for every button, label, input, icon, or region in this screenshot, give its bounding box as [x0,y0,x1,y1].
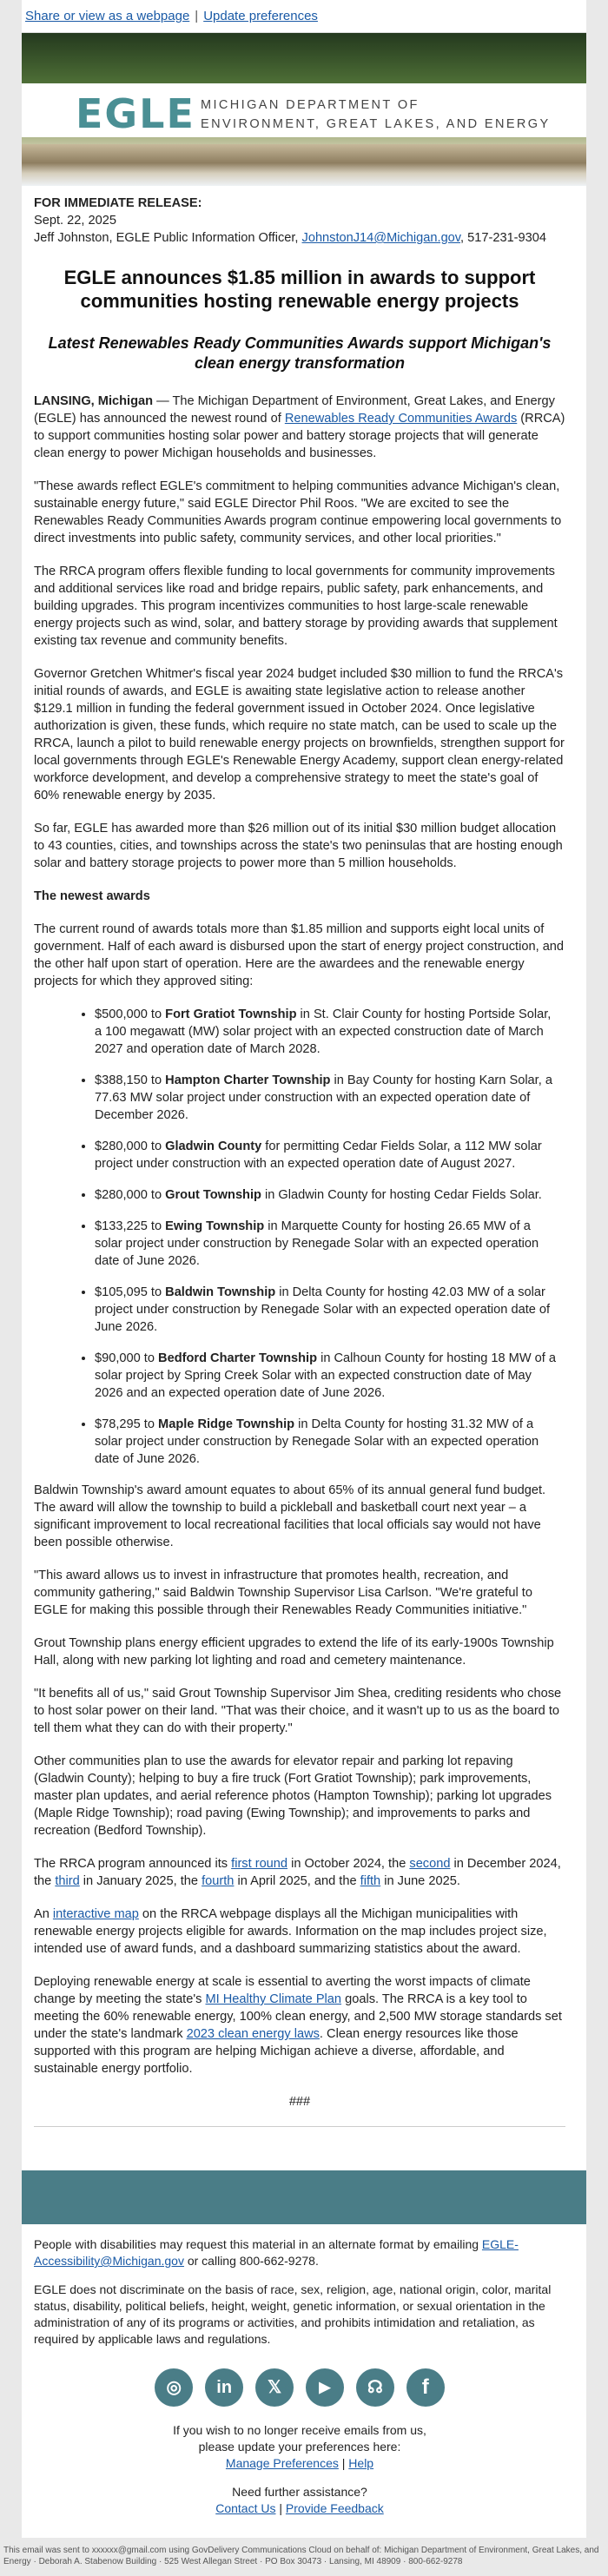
award-detail: in Gladwin County for hosting Cedar Fields Solar. [261,1188,542,1202]
unsubscribe-text [34,2422,565,2472]
fourth-round-link[interactable]: fourth [202,1874,235,1888]
award-item [95,1006,565,1058]
award-amount: $105,095 to [95,1285,166,1299]
award-detail: in St. Clair County for hosting Portside Solar, a 100 megawatt (MW) solar project with an expected construction date of March 2027 and operation date of March 2028. [95,1007,552,1056]
update-preferences-link[interactable]: Update preferences [203,9,318,23]
award-item [95,1138,565,1172]
facebook-icon[interactable]: f [406,2368,445,2407]
award-recipient: Baldwin Township [165,1285,276,1299]
baldwin-paragraph: Baldwin Township's award amount equates to about 65% of its annual general fund budget. The award will allow the township to build a pickleball and basketball court next year – a significant improvement to local recreational facilities that local officials say would not have been possible otherwise. [34,1483,546,1549]
dateline: LANSING, Michigan [34,394,154,408]
rounds-text: in June 2025. [380,1874,460,1888]
contact-name: Jeff Johnston, EGLE Public Information Officer, [34,231,299,245]
headline: EGLE announces $1.85 million in awards to support communities hosting renewable energy projects [63,267,536,312]
share-view-webpage-link[interactable]: Share or view as a webpage [25,9,190,23]
award-recipient: Bedford Charter Township [158,1351,318,1365]
third-round-link[interactable]: third [55,1874,80,1888]
awards-list [34,1006,565,1468]
award-item [95,1350,565,1402]
header-banner [22,33,586,186]
contact-phone: , 517-231-9304 [460,231,547,245]
release-info [34,195,565,247]
clean-energy-laws-link[interactable]: 2023 clean energy laws [186,2027,320,2041]
rounds-text: in December 2024, the [34,1857,561,1888]
agency-name [201,96,551,134]
award-item [95,1416,565,1468]
unsubscribe-section [34,2422,565,2517]
accessibility-notice [34,2236,565,2269]
award-item [95,1218,565,1270]
award-recipient: Fort Gratiot Township [165,1007,297,1021]
end-mark: ### [288,2095,311,2109]
release-contact [34,229,565,247]
release-date: Sept. 22, 2025 [34,214,116,228]
map-paragraph [34,1906,565,1958]
quote-roos: "These awards reflect EGLE's commitment to helping communities advance Michigan's clean, sustainable energy future," said EGLE Director Phil Roos. "We are excited to see the Renewables Ready Communities Awards program continue empowering local governments to direct investments into public safety, community services, and other local priorities." [34,479,562,545]
progress-paragraph: So far, EGLE has awarded more than $26 million out of its initial $30 million budget allocation to 43 counties, cities, and townships across the state's two peninsulas that are hosting enough solar and battery storage projects to power more than 5 million households. [34,822,563,870]
grout-paragraph: Grout Township plans energy efficient upgrades to extend the life of its early-1900s Township Hall, along with new parking lot lighting and road and cemetery maintenance. [34,1636,554,1668]
accessibility-text: or calling 800-662-9278. [183,2254,319,2268]
other-communities-paragraph: Other communities plan to use the awards for elevator repair and parking lot repaving (Gladwin County); helping to buy a fire truck (Fort Gratiot Township); park improvements, master plan updates, and aerial reference photos (Hampton Township); parking lot upgrades (Maple Ridge Township); road paving (Ewing Township); and improvements to parks and recreation (Bedford Township). [34,1754,552,1838]
footer-separator: | [279,2501,283,2515]
award-recipient: Maple Ridge Township [158,1417,295,1431]
unsubscribe-line: please update your preferences here: [198,2440,401,2454]
unsubscribe-line: If you wish to no longer receive emails from us, [173,2423,426,2437]
quote-shea: "It benefits all of us," said Grout Township Supervisor Jim Shea, crediting residents who chose to host solar power on their land. "That was their choice, and it wasn't up to us as the board to tell them what they can do with their property." [34,1687,562,1735]
intro-text-a: — The Michigan Department of Environment, Great Lakes, and Energy (EGLE) has announced the newest round of [34,394,555,426]
agency-name-line2: ENVIRONMENT, GREAT LAKES, AND ENERGY [201,117,551,131]
second-round-link[interactable]: second [409,1857,451,1871]
accessibility-email-link[interactable]: EGLE-Accessibility@Michigan.gov [34,2237,519,2268]
award-recipient: Gladwin County [165,1139,262,1153]
budget-paragraph: Governor Gretchen Whitmer's fiscal year 2024 budget included $30 million to fund the RRCA's initial rounds of awards, and EGLE is awaiting state legislative action to release another $129.1 million in funding the federal government issued in October 2024. Once legislative authorization is given, these funds, which require no state match, can be used to scale up the RRCA, launch a pilot to build renewable energy projects on brownfields, strengthen support for local governments through EGLE's Renewable Energy Academy, support clean energy-related workforce development, and develop a comprehensive strategy to meet the state's goal of 60% renewable energy by 2035. [34,667,565,803]
accessibility-text: People with disabilities may request this material in an alternate format by emailing [34,2237,482,2251]
x-icon[interactable]: 𝕏 [255,2368,294,2407]
fifth-round-link[interactable]: fifth [360,1874,381,1888]
youtube-icon[interactable]: ▶ [306,2368,344,2407]
manage-preferences-link[interactable]: Manage Preferences [225,2456,339,2470]
email-container [22,0,586,2538]
quote-carlson: "This award allows us to invest in infrastructure that promotes health, recreation, and community gathering," said Baldwin Township Supervisor Lisa Carlson. "We're grateful to EGLE for making this possible through their Renewables Ready Communities initiative." [34,1569,532,1617]
topbar-separator: | [195,9,199,23]
award-item [95,1186,565,1204]
rrca-link[interactable]: Renewables Ready Communities Awards [284,412,518,426]
first-round-link[interactable]: first round [231,1857,288,1871]
newest-awards-heading: The newest awards [34,889,150,903]
award-amount: $78,295 to [95,1417,159,1431]
rounds-text: The RRCA program announced its [34,1857,232,1871]
award-detail: in Bay County for hosting Karn Solar, a 77.63 MW solar project under construction with an expected operation date of December 2026. [95,1073,552,1122]
award-detail: in Delta County for hosting 31.32 MW of a solar project under construction by Renegade Solar with an expected operation date of June 2026. [95,1417,539,1466]
climate-plan-link[interactable]: MI Healthy Climate Plan [205,1992,342,2006]
article-content [22,186,586,2144]
award-amount: $388,150 to [95,1073,166,1087]
nondiscrimination-notice: EGLE does not discriminate on the basis of race, sex, religion, age, national origin, color, marital status, disability, political beliefs, height, weight, genetic information, or sexual orientation in the administration of any of its programs or activities, and prohibits intimidation and retaliation, as required by applicable laws and regulations. [34,2282,552,2346]
intro-text-b: (RRCA) to support communities hosting solar power and battery storage projects that will generate clean energy to power Michigan households and businesses. [34,412,565,460]
assistance-text [34,2484,565,2517]
award-recipient: Grout Township [165,1188,261,1202]
award-recipient: Hampton Charter Township [165,1073,331,1087]
award-amount: $133,225 to [95,1219,166,1233]
interactive-map-link[interactable]: interactive map [52,1907,139,1921]
award-detail: in Marquette County for hosting 26.65 MW of a solar project under construction by Renegade Solar with an expected operation date of June 2026. [95,1219,539,1268]
current-round-paragraph: The current round of awards totals more than $1.85 million and supports eight local units of government. Half of each award is disbursed upon the start of energy project construction, and the other half upon start of operation. Here are the awardees and the renewable energy projects for which they approved siting: [34,922,565,988]
map-text: on the RRCA webpage displays all the Michigan municipalities with renewable energy projects eligible for awards. Information on the map includes project size, intended use of award funds, and a dashboard summarizing statistics about the award. [34,1907,547,1956]
climate-text: Deploying renewable energy at scale is essential to averting the worst impacts of climate change by meeting the state's [34,1975,531,2006]
footer-band [22,2170,586,2224]
contact-email-link[interactable]: JohnstonJ14@Michigan.gov [301,231,461,245]
climate-text: goals. The RRCA is a key tool to meeting the 60% renewable energy, 100% clean energy, and 2,500 MW storage standards set under the state's landmark [34,1992,562,2041]
program-paragraph: The RRCA program offers flexible funding to local governments for community improvements and additional services like road and bridge repairs, public safety, park enhancements, and building upgrades. This program incentivizes communities to host large-scale renewable energy projects such as wind, solar, and battery storage by providing awards that supplement existing tax revenue and community benefits. [34,565,558,648]
social-icons [34,2368,565,2407]
release-label: FOR IMMEDIATE RELEASE: [34,196,202,210]
assistance-line: Need further assistance? [232,2485,367,2499]
intro-paragraph [34,393,565,462]
award-amount: $90,000 to [95,1351,159,1365]
subheadline: Latest Renewables Ready Communities Awards support Michigan's clean energy transformation [48,334,552,372]
footer [22,2224,586,2538]
top-links-bar [22,0,586,33]
divider [34,2126,565,2127]
provide-feedback-link[interactable]: Provide Feedback [285,2501,384,2515]
rounds-text: in January 2025, the [79,1874,202,1888]
rounds-text: in April 2025, and the [234,1874,360,1888]
award-detail: in Calhoun County for hosting 18 MW of a solar project by Spring Creek Solar with an expected construction date of May 2026 and an expected operation date of June 2026. [95,1351,557,1400]
linkedin-icon[interactable]: in [205,2368,243,2407]
contact-us-link[interactable]: Contact Us [215,2501,276,2515]
award-item [95,1072,565,1124]
award-amount: $280,000 to [95,1188,166,1202]
rounds-text: in October 2024, the [287,1857,410,1871]
waterfall-image [22,144,586,186]
award-detail: for permitting Cedar Fields Solar, a 112 MW solar project under construction with an expected operation date of August 2027. [95,1139,542,1171]
instagram-icon[interactable]: ◎ [155,2368,193,2407]
award-detail: in Delta County for hosting 42.03 MW of a solar project under construction by Renegade Solar with an expected operation date of June 2026. [95,1285,551,1334]
rounds-paragraph [34,1855,565,1890]
fine-print: This email was sent to xxxxxx@gmail.com using GovDelivery Communications Cloud on behalf of: Michigan Department of Environment, Great Lakes, and Energy · Deborah A. Stabenow Building · 525 West Allegan Street · PO Box 30473 · Lansing, MI 48909 · 800-662-9278 [0,2538,608,2576]
egle-logo: EGLE [76,90,195,137]
award-amount: $500,000 to [95,1007,166,1021]
podcast-icon[interactable]: ☊ [356,2368,394,2407]
agency-name-line1: MICHIGAN DEPARTMENT OF [201,98,420,112]
help-link[interactable]: Help [348,2456,374,2470]
award-item [95,1284,565,1336]
award-recipient: Ewing Township [165,1219,265,1233]
climate-paragraph [34,1973,565,2077]
footer-separator: | [341,2456,346,2470]
award-amount: $280,000 to [95,1139,166,1153]
map-text: An [34,1907,53,1921]
climate-text: . Clean energy resources like those supported with this program are helping Michigan achieve a diverse, affordable, and sustainable energy portfolio. [34,2027,519,2076]
